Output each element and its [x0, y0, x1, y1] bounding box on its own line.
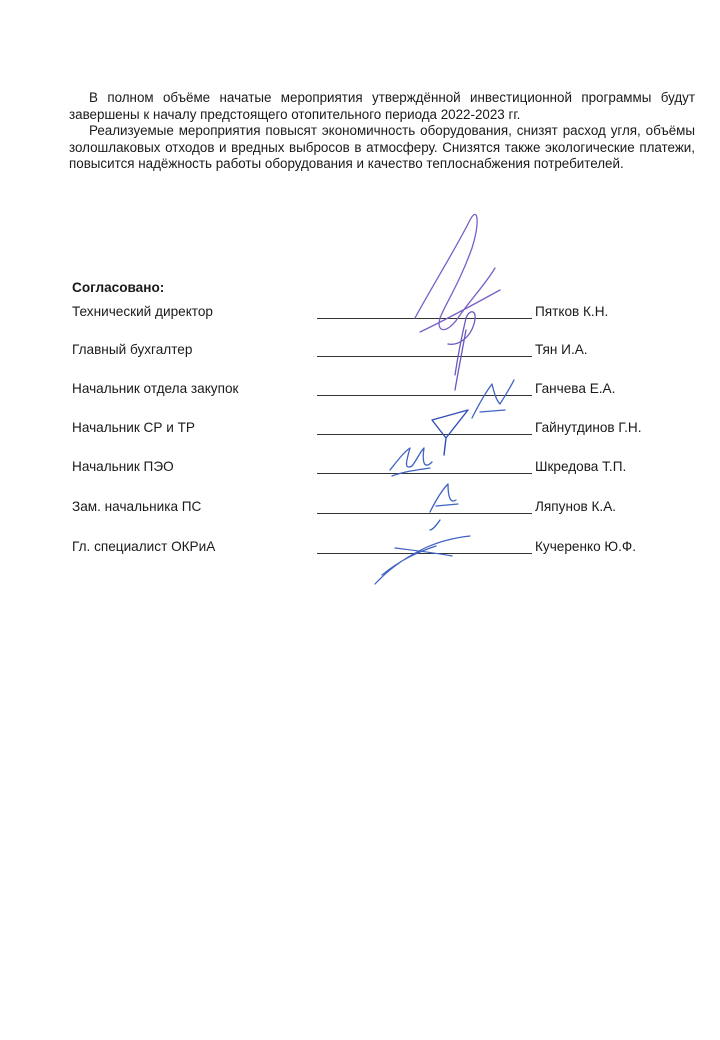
signatory-role: Главный бухгалтер [72, 342, 193, 357]
signature-line [317, 356, 532, 357]
signature-line [317, 473, 532, 474]
signatory-role: Гл. специалист ОКРиА [72, 539, 216, 554]
signatory-row [72, 304, 692, 324]
signatory-row [72, 342, 692, 362]
signatory-name: Кучеренко Ю.Ф. [535, 539, 637, 554]
signatory-name: Шкредова Т.П. [535, 459, 627, 474]
signatory-role: Зам. начальника ПС [72, 499, 202, 514]
signatory-row [72, 381, 692, 401]
signature-line [317, 318, 532, 319]
paragraph-2: Реализуемые мероприятия повысят экономичность оборудования, снизят расход угля, объёмы золошлаковых отходов и вредных выбросов в атмосферу. Снизятся также экологические платежи, повысится надёжность работы оборудования и качество теплоснабжения потребителей. [69, 123, 695, 172]
signature-line [317, 434, 532, 435]
signatory-row [72, 420, 692, 440]
signatory-name: Гайнутдинов Г.Н. [535, 420, 642, 435]
signatory-row [72, 539, 692, 559]
signatory-row [72, 499, 692, 519]
paragraph-1: В полном объёме начатые мероприятия утверждённой инвестиционной программы будут завершены к началу предстоящего отопительного периода 2022-2023 гг. [69, 90, 695, 122]
signatory-role: Начальник СР и ТР [72, 420, 195, 435]
signatory-role: Начальник ПЭО [72, 459, 174, 474]
signatory-name: Тян И.А. [535, 342, 588, 357]
signatory-name: Ляпунов К.А. [535, 499, 617, 514]
signatory-name: Пятков К.Н. [535, 304, 609, 319]
signatory-role: Технический директор [72, 304, 213, 319]
document-body [69, 90, 695, 173]
signatory-row [72, 459, 692, 479]
signatory-name: Ганчева Е.А. [535, 381, 616, 396]
signatory-role: Начальник отдела закупок [72, 381, 239, 396]
approval-heading: Согласовано: [72, 280, 165, 295]
signature-line [317, 513, 532, 514]
signature-line [317, 553, 532, 554]
signature-line [317, 395, 532, 396]
